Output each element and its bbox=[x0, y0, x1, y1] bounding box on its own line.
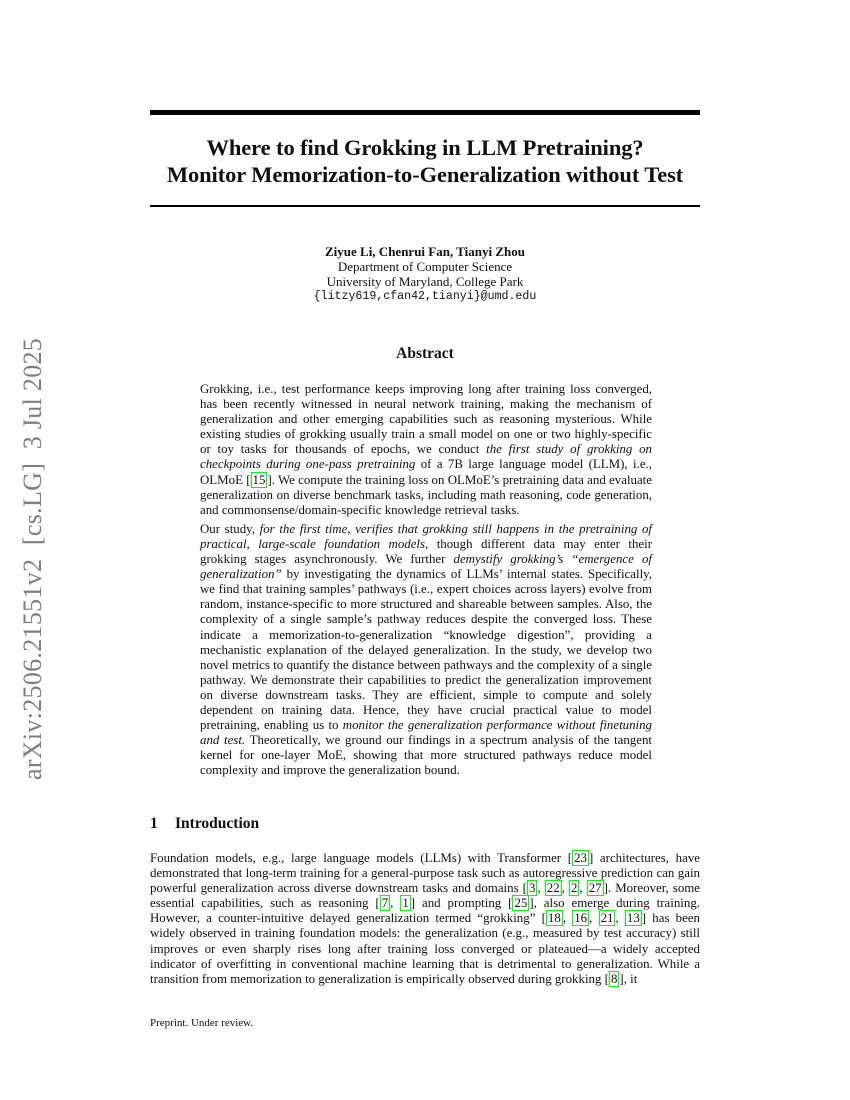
abstract-emphasis: the first study of grokking on checkpoints during one-pass pretraining bbox=[200, 442, 652, 472]
title-line-2: Monitor Memorization-to-Generalization without Test bbox=[166, 162, 684, 187]
citation-link[interactable]: 1 bbox=[402, 896, 409, 911]
abstract-text: by investigating the dynamics of LLMs’ internal states. Specifically, we find that training samples’ pathways (i.e., expert choices across layers) evolve from random, instance-specific to more structured and shareable between samples. Also, the complexity of a single sample’s pathway reduces despite the converged loss. These indicate a memorization-to-generalization “knowledge digestion”, providing a mechanistic explanation of the delayed generalization. In the study, we develop two novel metrics to quantify the distance between pathways and the complexity of a single pathway. We demonstrate their capabilities to predict the generalization improvement on diverse downstream tasks. They are efficient, simple to compute and solely dependent on training data. Hence, they have crucial practical value to model pretraining, enabling us to bbox=[200, 567, 652, 733]
section-heading-introduction bbox=[150, 815, 259, 833]
citation-link[interactable]: 13 bbox=[626, 911, 640, 926]
citation-link[interactable]: 15 bbox=[252, 472, 266, 487]
section-number: 1 bbox=[150, 815, 158, 832]
abstract-text: Theoretically, we ground our findings in a spectrum analysis of the tangent kernel for one-layer MoE, showing that more structured pathways reduce model complexity and improve the generalization bound. bbox=[200, 733, 653, 778]
body-text: architectures, have demonstrated that long-term training for a general-purpose task such as autoregressive prediction can gain powerful generalization across diverse downstream tasks and domains [ bbox=[150, 851, 700, 896]
abstract-text: , though different data may enter their grokking stages asynchronously. We further bbox=[200, 536, 652, 567]
citation-link[interactable]: 7 bbox=[381, 896, 389, 911]
author-names: Ziyue Li, Chenrui Fan, Tianyi Zhou bbox=[324, 244, 525, 259]
citation-link[interactable]: 22 bbox=[546, 881, 560, 896]
author-block bbox=[150, 244, 700, 304]
abstract-emphasis: monitor the generalization performance without finetuning and test. bbox=[200, 718, 653, 748]
citation-link[interactable]: 25 bbox=[514, 896, 528, 911]
abstract-text: . We compute the training loss on OLMoE’s pretraining data and evaluate generalization on diverse benchmark tasks, including math reasoning, code generation, and commonsense/domain-specific knowledge retrieval tasks. bbox=[200, 472, 652, 517]
body-text: ] has been widely observed in training foundation models: the generalization (e.g., measured by test accuracy) still improves or even sharply rises long after training loss converged or plateaued—a widely accepted indicator of overfitting in conventional machine learning that is detrimental to generalization. While a transition from memorization to generalization is empirically observed during grokking bbox=[150, 911, 700, 986]
body-text: ] and prompting bbox=[410, 896, 509, 911]
introduction-paragraph-1: Foundation models, e.g., large language models (LLMs) with Transformer [ 23 ] architectures, have demonstrated that long-term training for a general-purpose task such as autoregressive prediction can gain powerful generalization across diverse downstream tasks and domains [ 3 , 22 , 2 , 27 ]. Moreover, some essential capabilities, such as reasoning [ 7 , 1 ] and prompting [ 25 ], also emerge during training. However, a counter-intuitive delayed generalization termed “grokking” [ 18 , 16 , 21 , 13 ] has been widely observed in training foundation models: the generalization (e.g., measured by test accuracy) still improves or even sharply rises long after training loss converged or plateaued—a widely accepted indicator of overfitting in conventional machine learning that is detrimental to generalization. While a transition from memorization to generalization is empirically observed during grokking [ 8 ], it bbox=[150, 851, 701, 986]
citation-link[interactable]: 27 bbox=[588, 881, 602, 896]
introduction-body bbox=[150, 851, 700, 987]
citation-link[interactable]: 3 bbox=[528, 881, 536, 896]
abstract-body bbox=[200, 382, 652, 782]
body-text: , also emerge during training. However, a counter-intuitive delayed generalization termed “grokking” [ bbox=[150, 896, 700, 926]
citation-link[interactable]: 18 bbox=[547, 911, 561, 926]
citation-link[interactable]: 8 bbox=[610, 971, 618, 986]
abstract-text: Grokking, i.e., test performance keeps improving long after training loss converged, has been recently witnessed in neural network training, making the mechanism of generalization and other emerging capabilities such as reasoning mysterious. While existing studies of grokking usually train a small model on one or two highly-specific or toy tasks for thousands of epochs, we conduct bbox=[200, 382, 652, 457]
section-title: Introduction bbox=[175, 815, 260, 832]
citation-link[interactable]: 23 bbox=[574, 851, 587, 865]
title-line-1: Where to find Grokking in LLM Pretraining? bbox=[206, 135, 644, 160]
arxiv-identifier-stamp: arXiv:2506.21551v2 [cs.LG] 3 Jul 2025 bbox=[18, 337, 47, 780]
abstract-emphasis: demystify grokking’s “emergence of generalization” bbox=[200, 552, 652, 582]
abstract-paragraph-1: Grokking, i.e., test performance keeps improving long after training loss converged, has been recently witnessed in neural network training, making the mechanism of generalization and other emerging capabilities such as reasoning mysterious. While existing studies of grokking usually train a small model on one or two highly-specific or toy tasks for thousands of epochs, we conduct the first study of grokking on checkpoints during one-pass pretraining of a 7B large language model (LLM), i.e., OLMoE [ 15 ]. We compute the training loss on OLMoE’s pretraining data and evaluate generalization on diverse benchmark tasks, including math reasoning, code generation, and commonsense/domain-specific knowledge retrieval tasks. bbox=[200, 382, 652, 517]
abstract-text: Our study, bbox=[200, 521, 260, 536]
body-text: , it bbox=[623, 971, 638, 986]
paper-title bbox=[150, 134, 700, 188]
body-text: Foundation models, e.g., large language models (LLMs) with Transformer bbox=[150, 851, 568, 865]
affiliation-university: University of Maryland, College Park bbox=[326, 274, 524, 289]
preprint-footnote: Preprint. Under review. bbox=[150, 1017, 254, 1029]
abstract-emphasis: for the first time, verifies that grokking still happens in the pretraining of practical, large-scale foundation models bbox=[200, 521, 653, 551]
author-emails: {litzy619,cfan42,tianyi}@umd.edu bbox=[313, 290, 537, 303]
abstract-paragraph-2 bbox=[200, 522, 652, 779]
citation-link[interactable]: 2 bbox=[570, 881, 578, 896]
body-text: ]. Moreover, some essential capabilities, such as reasoning [ bbox=[150, 881, 701, 911]
abstract-heading: Abstract bbox=[396, 345, 454, 362]
citation-link[interactable]: 21 bbox=[600, 911, 614, 926]
title-bottom-rule bbox=[150, 205, 700, 207]
abstract-text: of a 7B large language model (LLM), i.e., OLMoE bbox=[200, 457, 652, 487]
title-top-rule bbox=[150, 110, 700, 115]
affiliation-department: Department of Computer Science bbox=[337, 259, 513, 274]
citation-link[interactable]: 16 bbox=[574, 911, 588, 926]
